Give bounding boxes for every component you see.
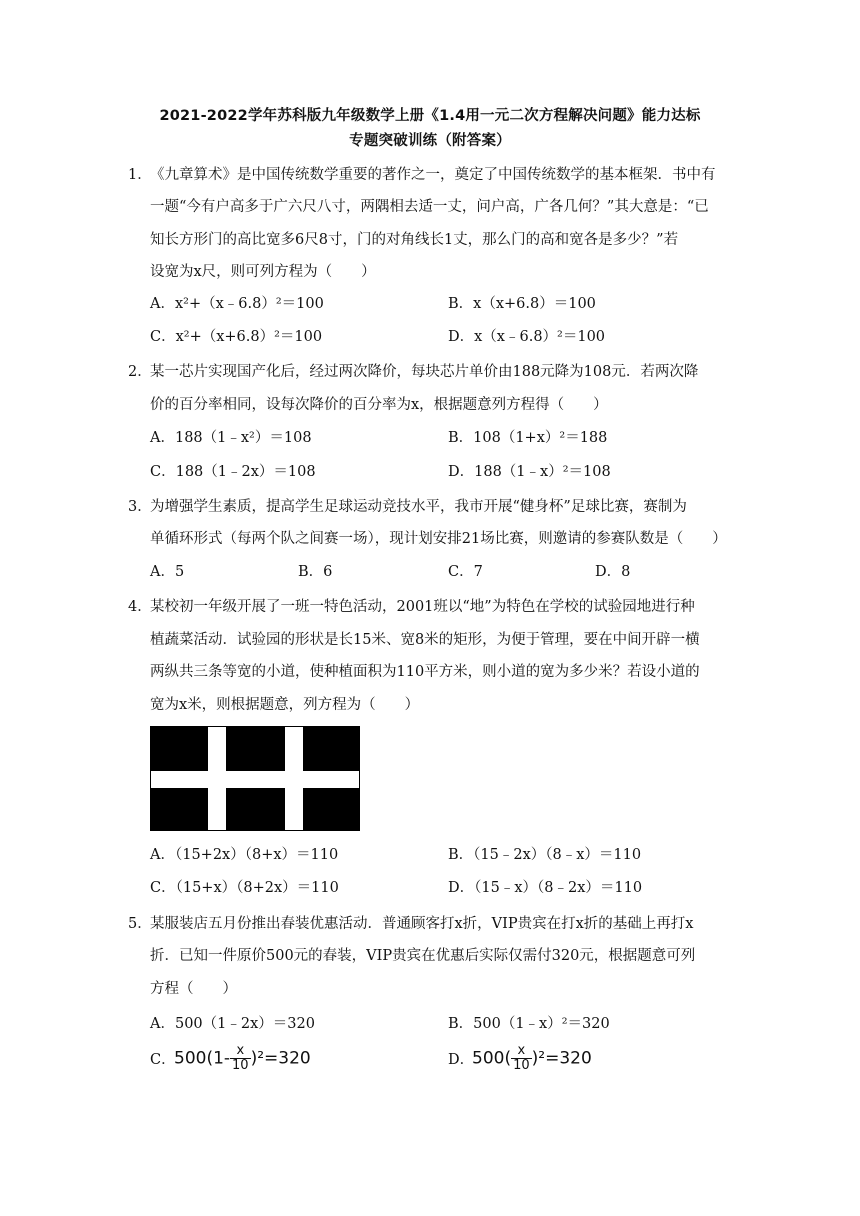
question-3-option-c: C．7 xyxy=(448,564,483,580)
option-c-fraction xyxy=(230,1044,251,1073)
question-1-number: 1． xyxy=(128,167,152,183)
option-d-numerator: x xyxy=(511,1044,532,1059)
question-2-line-2: 价的百分率相同，设每次降价的百分率为x，根据题意列方程得（ ） xyxy=(150,397,608,413)
question-4-line-2: 植蔬菜活动．试验园的形状是长15米、宽8米的矩形，为便于管理，要在中间开辟一横 xyxy=(150,632,700,648)
document-title-line1: 2021-2022学年苏科版九年级数学上册《1.4用一元二次方程解决问题》能力达标 xyxy=(159,108,701,124)
question-2-option-c: C．188（1﹣2x）＝108 xyxy=(150,464,316,480)
question-2-number: 2． xyxy=(128,364,152,380)
option-c-suffix: )²=320 xyxy=(250,1048,311,1069)
question-3-line-1: 为增强学生素质，提高学生足球运动竞技水平，我市开展“健身杯”足球比赛，赛制为 xyxy=(150,499,687,515)
question-3-option-d: D．8 xyxy=(595,564,631,580)
question-1-option-c: C．x²+（x+6.8）²＝100 xyxy=(150,329,323,345)
option-d-suffix: )²=320 xyxy=(531,1048,592,1069)
question-1-line-2: 一题“今有户高多于广六尺八寸，两隅相去适一丈，问户高，广各几何？”其大意是：“已 xyxy=(150,199,709,215)
question-5-option-c-formula xyxy=(174,1044,311,1073)
question-5-line-2: 折．已知一件原价500元的春装，VIP贵宾在优惠后实际仅需付320元，根据题意可列 xyxy=(150,948,696,964)
document-title-line2: 专题突破训练（附答案） xyxy=(349,133,511,149)
question-2-option-d: D．188（1﹣x）²＝108 xyxy=(448,464,611,480)
question-1-line-3: 知长方形门的高比宽多6尺8寸，门的对角线长1丈，那么门的高和宽各是多少？”若 xyxy=(150,232,679,248)
question-1-option-b: B．x（x+6.8）＝100 xyxy=(448,296,596,312)
question-2-option-a: A．188（1﹣x²）＝108 xyxy=(150,430,312,446)
question-2-line-1: 某一芯片实现国产化后，经过两次降价，每块芯片单价由188元降为108元．若两次降 xyxy=(150,364,699,380)
question-5-option-b: B．500（1﹣x）²＝320 xyxy=(448,1016,610,1032)
option-c-denominator: 10 xyxy=(232,1058,249,1073)
question-5-option-d-formula xyxy=(472,1044,592,1073)
question-4-line-3: 两纵共三条等宽的小道，使种植面积为110平方米，则小道的宽为多少米？若设小道的 xyxy=(150,664,700,680)
question-4-option-d: D．（15﹣x）（8﹣2x）＝110 xyxy=(448,880,643,896)
question-1-option-d: D．x（x﹣6.8）²＝100 xyxy=(448,329,606,345)
option-d-fraction xyxy=(511,1044,532,1073)
option-c-prefix: 500(1- xyxy=(174,1048,231,1069)
question-4-option-c: C．（15+x）（8+2x）＝110 xyxy=(150,880,339,896)
option-d-denominator: 10 xyxy=(513,1058,530,1073)
question-4-number: 4． xyxy=(128,599,152,615)
question-5-option-d-label: D． xyxy=(448,1052,475,1068)
question-3-option-a: A．5 xyxy=(150,564,185,580)
garden-diagram xyxy=(150,726,360,831)
question-1-option-a: A．x²+（x﹣6.8）²＝100 xyxy=(150,296,324,312)
question-1-line-4: 设宽为x尺，则可列方程为（ ） xyxy=(150,264,376,280)
question-4-option-a: A．（15+2x）（8+x）＝110 xyxy=(150,847,339,863)
option-d-prefix: 500( xyxy=(472,1048,512,1069)
question-5-option-c-label: C． xyxy=(150,1052,176,1068)
question-5-option-a: A．500（1﹣2x）＝320 xyxy=(150,1016,315,1032)
question-4-line-1: 某校初一年级开展了一班一特色活动，2001班以“地”为特色在学校的试验园地进行种 xyxy=(150,599,695,615)
question-3-number: 3． xyxy=(128,499,152,515)
question-2-option-b: B．108（1+x）²＝188 xyxy=(448,430,608,446)
question-1-line-1: 《九章算术》是中国传统数学重要的著作之一，奠定了中国传统数学的基本框架．书中有 xyxy=(150,167,716,183)
question-4-option-b: B．（15﹣2x）（8﹣x）＝110 xyxy=(448,847,642,863)
option-c-numerator: x xyxy=(230,1044,251,1059)
question-3-option-b: B．6 xyxy=(298,564,333,580)
question-3-line-2: 单循环形式（每两个队之间赛一场），现计划安排21场比赛，则邀请的参赛队数是（ ） xyxy=(150,531,727,547)
question-5-line-1: 某服装店五月份推出春装优惠活动．普通顾客打x折，VIP贵宾在打x折的基础上再打x xyxy=(150,916,694,932)
question-5-line-3: 方程（ ） xyxy=(150,981,237,997)
question-5-number: 5． xyxy=(128,916,152,932)
garden-path-horizontal xyxy=(151,771,359,788)
question-4-line-4: 宽为x米，则根据题意，列方程为（ ） xyxy=(150,697,420,713)
